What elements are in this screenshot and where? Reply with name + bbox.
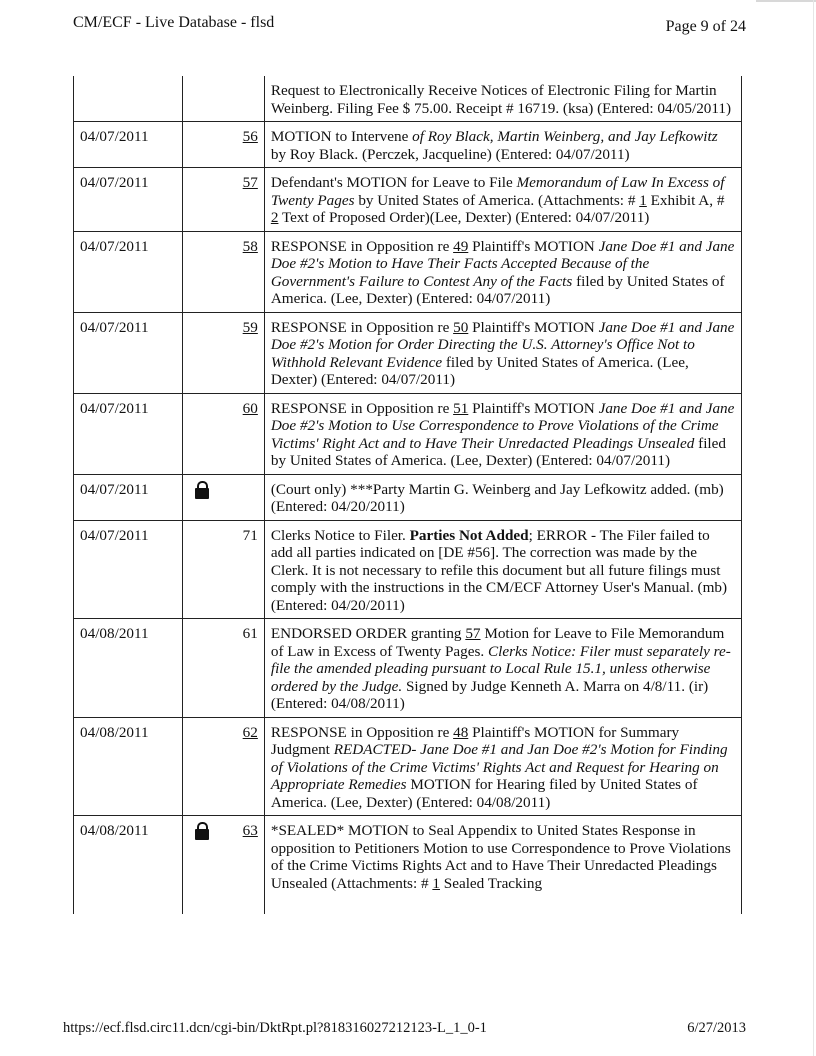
entry-number[interactable]: [183, 717, 264, 816]
entry-text: RESPONSE in Opposition re 50 Plaintiff's MOTION Jane Doe #1 and Jane Doe #2's Motion for Order Directing the U.S. Attorney's Office Not to Withhold Relevant Evidence filed by United States of America. (Lee, Dexter) (Entered: 04/07/2011): [264, 312, 741, 393]
attachment-link-1[interactable]: 1: [639, 191, 647, 209]
docket-link-60[interactable]: 60: [242, 399, 258, 417]
docket-row: [74, 520, 742, 619]
docket-row: [74, 717, 742, 816]
entry-number[interactable]: [183, 168, 264, 232]
entry-date: [74, 76, 183, 122]
entry-number: [183, 76, 264, 122]
entry-date: 04/07/2011: [74, 122, 183, 168]
docket-ref-48[interactable]: 48: [453, 723, 469, 741]
entry-date: 04/08/2011: [74, 717, 183, 816]
entry-number[interactable]: [183, 122, 264, 168]
footer-url: https://ecf.flsd.circ11.dcn/cgi-bin/DktRpt.pl?818316027212123-L_1_0-1: [63, 1020, 487, 1036]
entry-date: 04/07/2011: [74, 520, 183, 619]
docket-row: [74, 474, 742, 520]
entry-text: Clerks Notice to Filer. Parties Not Added; ERROR - The Filer failed to add all parties indicated on [DE #56]. The correction was made by the Clerk. It is not necessary to refile this document but all future filings must comply with the instructions in the CM/ECF Attorney User's Manual. (mb) (Entered: 04/20/2011): [264, 520, 741, 619]
entry-text: RESPONSE in Opposition re 51 Plaintiff's MOTION Jane Doe #1 and Jane Doe #2's Motion to Use Correspondence to Prove Violations of the Crime Victims' Right Act and to Have Their Unredacted Pleadings Unsealed filed by United States of America. (Lee, Dexter) (Entered: 04/07/2011): [264, 393, 741, 474]
docket-link-58[interactable]: 58: [242, 237, 258, 255]
entry-date: 04/07/2011: [74, 312, 183, 393]
lock-icon: [195, 481, 209, 499]
docket-table: [73, 76, 742, 914]
docket-row: [74, 231, 742, 312]
docket-link-63[interactable]: 63: [242, 822, 258, 839]
docket-row: [74, 393, 742, 474]
entry-number[interactable]: [183, 312, 264, 393]
entry-text: Request to Electronically Receive Notices of Electronic Filing for Martin Weinberg. Filing Fee $ 75.00. Receipt # 16719. (ksa) (Entered: 04/05/2011): [264, 76, 741, 122]
docket-link-62[interactable]: 62: [242, 723, 258, 741]
entry-date: 04/08/2011: [74, 816, 183, 914]
entry-number: 61: [183, 619, 264, 718]
docket-row: [74, 312, 742, 393]
entry-number[interactable]: [183, 816, 264, 914]
entry-text: ENDORSED ORDER granting 57 Motion for Leave to File Memorandum of Law in Excess of Twenty Pages. Clerks Notice: Filer must separately re-file the amended pleading pursuant to Local Rule 15.1, unless otherwise ordered by the Judge. Signed by Judge Kenneth A. Marra on 4/8/11. (ir) (Entered: 04/08/2011): [264, 619, 741, 718]
entry-text: RESPONSE in Opposition re 49 Plaintiff's MOTION Jane Doe #1 and Jane Doe #2's Motion to Have Their Facts Accepted Because of the Government's Failure to Contest Any of the Facts filed by United States of America. (Lee, Dexter) (Entered: 04/07/2011): [264, 231, 741, 312]
docket-ref-49[interactable]: 49: [453, 237, 469, 255]
page-number: Page 9 of 24: [665, 18, 746, 35]
page-edge-top: [756, 0, 816, 2]
attachment-link-1[interactable]: 1: [432, 874, 440, 892]
docket-ref-50[interactable]: 50: [453, 318, 469, 336]
lock-icon: [195, 822, 209, 840]
entry-text: (Court only) ***Party Martin G. Weinberg and Jay Lefkowitz added. (mb) (Entered: 04/20/2011): [264, 474, 741, 520]
entry-date: 04/07/2011: [74, 231, 183, 312]
entry-number: [183, 474, 264, 520]
page-edge-right: [813, 0, 814, 1056]
docket-link-59[interactable]: 59: [242, 318, 258, 336]
footer-date: 6/27/2013: [687, 1020, 746, 1036]
entry-number[interactable]: [183, 393, 264, 474]
entry-number[interactable]: [183, 231, 264, 312]
docket-row: [74, 76, 742, 122]
header-title: CM/ECF - Live Database - flsd: [73, 14, 275, 31]
entry-text: RESPONSE in Opposition re 48 Plaintiff's MOTION for Summary Judgment REDACTED- Jane Doe #1 and Jan Doe #2's Motion for Finding of Violations of the Crime Victims' Rights Act and Request for Hearing on Appropriate Remedies MOTION for Hearing filed by United States of America. (Lee, Dexter) (Entered: 04/08/2011): [264, 717, 741, 816]
entry-date: 04/08/2011: [74, 619, 183, 718]
entry-text: MOTION to Intervene of Roy Black, Martin Weinberg, and Jay Lefkowitz by Roy Black. (Perczek, Jacqueline) (Entered: 04/07/2011): [264, 122, 741, 168]
attachment-link-2[interactable]: 2: [270, 209, 279, 226]
entry-date: 04/07/2011: [74, 168, 183, 232]
entry-date: 04/07/2011: [74, 474, 183, 520]
docket-row: [74, 122, 742, 168]
docket-row: [74, 168, 742, 232]
docket-link-56[interactable]: 56: [242, 128, 258, 145]
docket-ref-51[interactable]: 51: [453, 399, 469, 417]
entry-date: 04/07/2011: [74, 393, 183, 474]
entry-text: *SEALED* MOTION to Seal Appendix to United States Response in opposition to Petitioners Motion to use Correspondence to Prove Violations of the Crime Victims Rights Act and to Have Their Unredacted Pleadings Unsealed (Attachments: # 1 Sealed Tracking: [264, 816, 741, 914]
docket-row: [74, 816, 742, 914]
docket-link-57[interactable]: 57: [242, 174, 258, 191]
entry-text: Defendant's MOTION for Leave to File Memorandum of Law In Excess of Twenty Pages by United States of America. (Attachments: # 1 Exhibit A, # 2 Text of Proposed Order)(Lee, Dexter) (Entered: 04/07/2011): [264, 168, 741, 232]
docket-ref-57[interactable]: 57: [465, 625, 481, 642]
docket-row: [74, 619, 742, 718]
entry-number: 71: [183, 520, 264, 619]
